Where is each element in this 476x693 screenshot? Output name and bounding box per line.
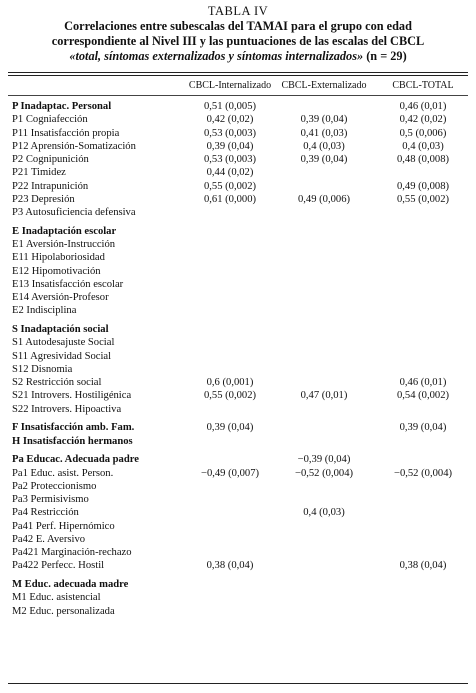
subscale-label: P1 Cogniafección [12, 114, 88, 126]
table-title-italic: «total, síntomas externalizados y síntomas internalizados» [69, 49, 364, 63]
table-row [0, 265, 476, 278]
subscale-label: S11 Agresividad Social [12, 350, 112, 362]
subscale-label: S22 Introvers. Hipoactiva [12, 403, 122, 415]
cell-total: 0,54 (0,002) [396, 390, 450, 402]
table-row [0, 363, 476, 376]
subscale-label: Pa4 Restricción [12, 507, 79, 519]
cell-total: 0,46 (0,01) [399, 377, 447, 388]
column-header-total: CBCL-TOTAL [392, 80, 454, 91]
cell-internalizado: 0,53 (0,003) [203, 127, 257, 139]
cell-internalizado: 0,38 (0,04) [206, 560, 254, 572]
table-row [0, 605, 476, 618]
subscale-label: E14 Aversión-Profesor [12, 292, 109, 303]
table-row [0, 546, 476, 559]
table-row [0, 304, 476, 317]
table-title-line-1: Correlaciones entre subescalas del TAMAI para el grupo con edad [64, 19, 412, 33]
group-label: P Inadaptac. Personal [12, 101, 112, 112]
table-group-row [0, 435, 476, 448]
subscale-label: P2 Cognipunición [12, 154, 89, 165]
cell-internalizado: 0,42 (0,02) [206, 114, 254, 126]
table-row [0, 559, 476, 572]
table-title-line-3 [0, 49, 476, 64]
cell-externalizado: 0,49 (0,006) [297, 193, 351, 205]
table-row [0, 153, 476, 166]
table-row [0, 113, 476, 126]
table-row [0, 140, 476, 153]
table-label: TABLA IV [207, 4, 269, 18]
cell-externalizado: −0,39 (0,04) [297, 454, 351, 466]
group-label: M Educ. adecuada madre [12, 579, 129, 590]
top-rule-double [8, 75, 468, 76]
subscale-label: P3 Autosuficiencia defensiva [12, 207, 136, 218]
table-row [0, 180, 476, 193]
cell-externalizado: 0,39 (0,04) [300, 154, 348, 165]
subscale-label: E12 Hipomotivación [12, 265, 101, 277]
subscale-label: Pa422 Perfecc. Hostil [12, 560, 105, 572]
table-row [0, 520, 476, 533]
subscale-label: Pa3 Permisivismo [12, 494, 89, 505]
subscale-label: S12 Disnomia [12, 363, 73, 375]
table-row [0, 376, 476, 389]
table-row [0, 350, 476, 363]
table-body [0, 100, 476, 618]
table-row [0, 193, 476, 206]
table-row [0, 493, 476, 506]
table-row [0, 206, 476, 219]
subscale-label: E13 Insatisfacción escolar [12, 278, 124, 290]
cell-internalizado: −0,49 (0,007) [200, 467, 260, 479]
group-label: S Inadaptación social [12, 324, 109, 335]
table-row [0, 389, 476, 402]
cell-internalizado: 0,44 (0,02) [206, 167, 254, 179]
cell-total: 0,49 (0,008) [396, 180, 450, 192]
cell-internalizado: 0,55 (0,002) [203, 180, 257, 192]
table-row [0, 238, 476, 251]
subscale-label: S21 Introvers. Hostiligénica [12, 390, 132, 402]
subscale-label: E2 Indisciplina [12, 305, 77, 317]
cell-internalizado: 0,61 (0,000) [203, 193, 257, 205]
cell-internalizado: 0,39 (0,04) [206, 422, 254, 434]
table-row [0, 506, 476, 519]
subscale-label: P12 Aprensión-Somatización [12, 140, 136, 152]
subscale-label: P23 Depresión [12, 193, 75, 205]
cell-internalizado: 0,51 (0,005) [203, 101, 257, 112]
table-row [0, 533, 476, 546]
cell-externalizado: 0,47 (0,01) [300, 390, 348, 402]
group-label: Pa Educac. Adecuada padre [12, 454, 139, 466]
table-row [0, 403, 476, 416]
column-header-internalizado: CBCL-Internalizado [188, 80, 272, 91]
cell-internalizado: 0,55 (0,002) [203, 390, 257, 402]
table-title-sample-size: (n = 29) [363, 49, 407, 63]
cell-total: 0,5 (0,006) [399, 127, 447, 139]
table-caption [0, 0, 476, 64]
cell-internalizado: 0,53 (0,003) [203, 154, 257, 165]
table-row [0, 278, 476, 291]
subscale-label: M1 Educ. asistencial [12, 592, 101, 604]
cell-total: 0,42 (0,02) [399, 114, 447, 126]
table-group-row [0, 453, 476, 466]
group-label: E Inadaptación escolar [12, 225, 117, 237]
table-row [0, 336, 476, 349]
header-rule [8, 95, 468, 96]
subscale-label: Pa42 E. Aversivo [12, 533, 86, 545]
subscale-label: Pa1 Educ. asist. Person. [12, 467, 114, 479]
table-row [0, 166, 476, 179]
subscale-label: Pa421 Marginación-rechazo [12, 547, 132, 558]
cell-total: −0,52 (0,004) [393, 467, 453, 479]
subscale-label: E1 Aversión-Instrucción [12, 239, 116, 250]
cell-internalizado: 0,6 (0,001) [206, 377, 254, 388]
table-group-row [0, 421, 476, 434]
cell-total: 0,38 (0,04) [399, 560, 447, 572]
column-header-row [0, 80, 476, 94]
cell-externalizado: 0,39 (0,04) [300, 114, 348, 126]
subscale-label: P22 Intrapunición [12, 180, 89, 192]
table-row [0, 480, 476, 493]
subscale-label: M2 Educ. personalizada [12, 605, 115, 617]
table-row [0, 467, 476, 480]
top-rule [8, 72, 468, 73]
cell-total: 0,39 (0,04) [399, 422, 447, 434]
cell-internalizado: 0,39 (0,04) [206, 140, 254, 152]
group-label: F Insatisfacción amb. Fam. [12, 422, 135, 434]
subscale-label: E11 Hipolaboriosidad [12, 252, 105, 264]
table-row [0, 251, 476, 264]
cell-total: 0,48 (0,008) [396, 154, 450, 165]
cell-total: 0,4 (0,03) [402, 140, 444, 152]
table-row [0, 291, 476, 304]
column-header-externalizado: CBCL-Externalizado [281, 80, 367, 91]
cell-externalizado: −0,52 (0,004) [294, 467, 354, 479]
table-group-row [0, 323, 476, 336]
table-title-line-2: correspondiente al Nivel III y las puntuaciones de las escalas del CBCL [51, 34, 425, 48]
subscale-label: Pa2 Proteccionismo [12, 480, 97, 492]
group-label: H Insatisfacción hermanos [12, 435, 133, 447]
cell-externalizado: 0,4 (0,03) [303, 140, 345, 152]
cell-total: 0,55 (0,002) [396, 193, 450, 205]
table-row [0, 591, 476, 604]
table-group-row [0, 225, 476, 238]
subscale-label: P21 Timidez [12, 167, 66, 179]
cell-externalizado: 0,41 (0,03) [300, 127, 348, 139]
subscale-label: Pa41 Perf. Hipernómico [12, 520, 115, 532]
table-group-row [0, 100, 476, 113]
table-group-row [0, 578, 476, 591]
cell-total: 0,46 (0,01) [399, 101, 447, 112]
subscale-label: S1 Autodesajuste Social [12, 337, 115, 349]
bottom-rule [8, 683, 468, 684]
cell-externalizado: 0,4 (0,03) [303, 507, 345, 519]
subscale-label: P11 Insatisfacción propia [12, 127, 120, 139]
table-row [0, 127, 476, 140]
subscale-label: S2 Restricción social [12, 377, 102, 388]
